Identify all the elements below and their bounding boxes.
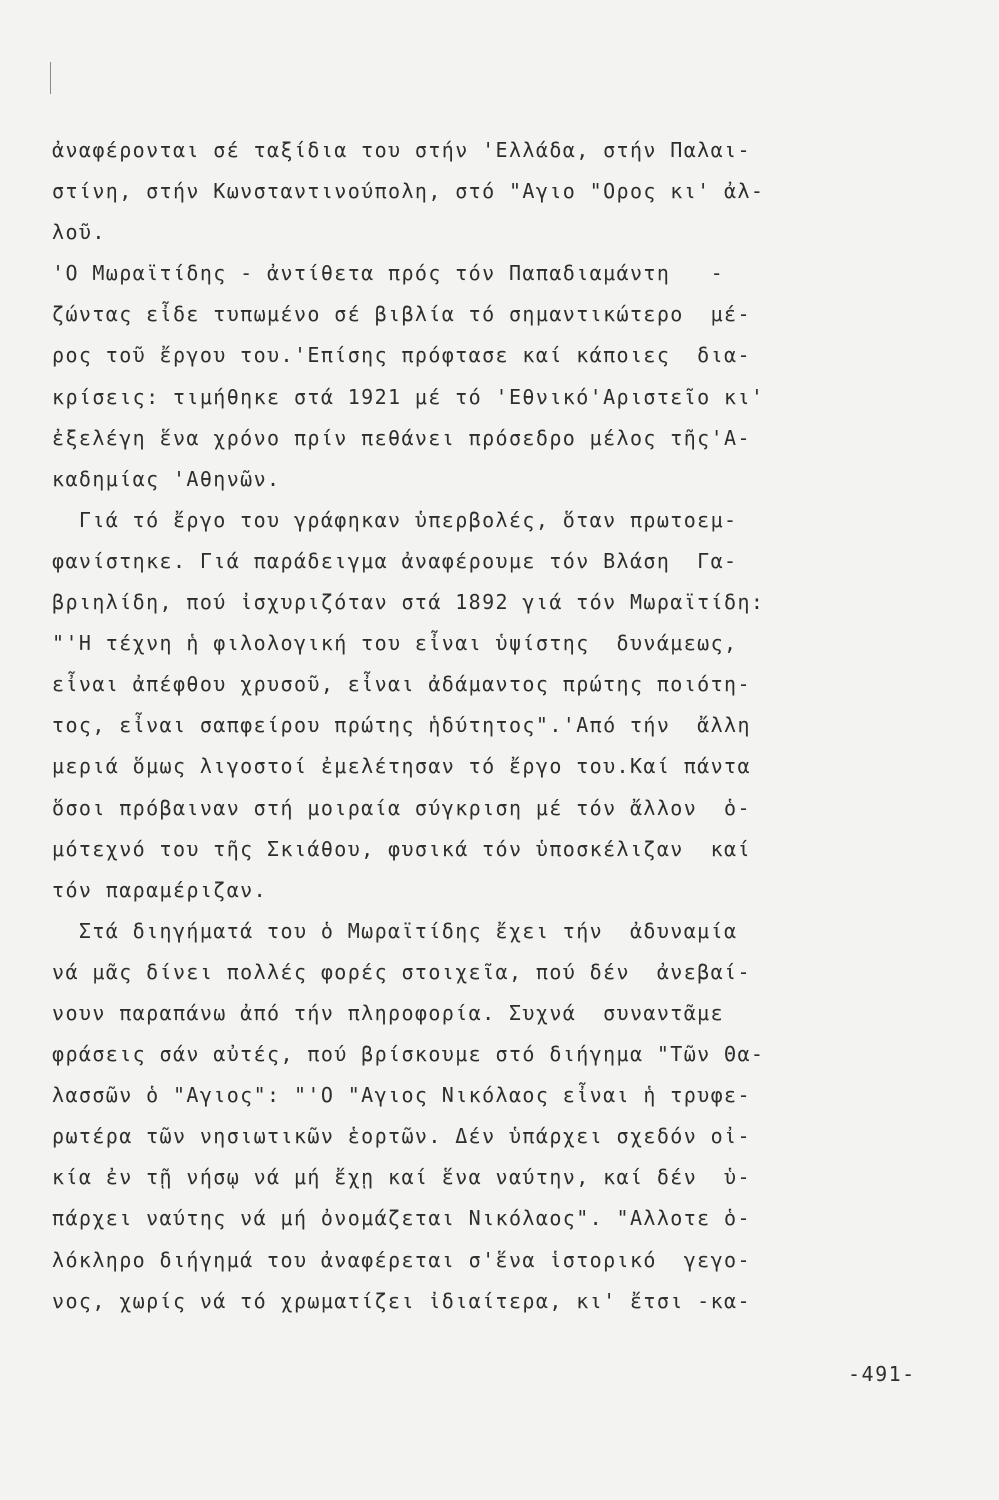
text-line: τος, εἶναι σαπφείρου πρώτης ἡδύτητος".'Από τήν ἄλλη (52, 713, 751, 738)
text-line: πάρχει ναύτης νά μή ὀνομάζεται Νικόλαος". "Αλλοτε ὁ- (52, 1206, 751, 1231)
text-line: ἐξελέγη ἕνα χρόνο πρίν πεθάνει πρόσεδρο μέλος τῆς'Α- (52, 425, 751, 450)
text-line: ρος τοῦ ἔργου του.'Επίσης πρόφτασε καί κάποιες δια- (52, 343, 751, 368)
text-line: λόκληρο διήγημά του ἀναφέρεται σ'ἕνα ἱστορικό γεγο- (52, 1247, 751, 1272)
body-text (52, 130, 942, 1322)
page-number: -491- (848, 1362, 916, 1386)
text-line: τόν παραμέριζαν. (52, 877, 268, 902)
text-line: λοῦ. (52, 220, 106, 245)
text-line: εἶναι ἀπέφθου χρυσοῦ, εἶναι ἀδάμαντος πρώτης ποιότη- (52, 672, 751, 697)
text-line: καδημίας 'Αθηνῶν. (52, 466, 281, 491)
text-line: Γιά τό ἔργο του γράφηκαν ὑπερβολές, ὅταν πρωτοεμ- (52, 507, 738, 532)
text-line: μεριά ὅμως λιγοστοί ἐμελέτησαν τό ἔργο του.Καί πάντα (52, 754, 751, 779)
text-line: κρίσεις: τιμήθηκε στά 1921 μέ τό 'Εθνικό'Αριστεῖο κι' (52, 384, 765, 409)
text-line: νος, χωρίς νά τό χρωματίζει ἰδιαίτερα, κι' ἔτσι -κα- (52, 1288, 751, 1313)
text-line: στίνη, στήν Κωνσταντινούπολη, στό "Αγιο "Ορος κι' ἀλ- (52, 179, 765, 204)
text-line: μότεχνό του τῆς Σκιάθου, φυσικά τόν ὑποσκέλιζαν καί (52, 836, 751, 861)
text-line: ζώντας εἶδε τυπωμένο σέ βιβλία τό σημαντικώτερο μέ- (52, 302, 751, 327)
text-line: νά μᾶς δίνει πολλές φορές στοιχεῖα, πού δέν ἀνεβαί- (52, 959, 751, 984)
margin-mark (50, 62, 51, 94)
text-line: ἀναφέρονται σέ ταξίδια του στήν 'Ελλάδα, στήν Παλαι- (52, 138, 751, 162)
text-line: φράσεις σάν αὐτές, πού βρίσκουμε στό διήγημα "Τῶν Θα- (52, 1042, 765, 1067)
text-line: ὅσοι πρόβαιναν στή μοιραία σύγκριση μέ τόν ἄλλον ὁ- (52, 795, 751, 820)
text-line: 'Ο Μωραϊτίδης - ἀντίθετα πρός τόν Παπαδιαμάντη - (52, 261, 725, 286)
text-line: κία ἐν τῇ νήσῳ νά μή ἔχῃ καί ἕνα ναύτην, καί δέν ὑ- (52, 1165, 751, 1190)
text-line: νουν παραπάνω ἀπό τήν πληροφορία. Συχνά συναντᾶμε (52, 1000, 725, 1025)
text-line: "'Η τέχνη ἡ φιλολογική του εἶναι ὑψίστης δυνάμεως, (52, 631, 738, 656)
text-line: βριηλίδη, πού ἰσχυριζόταν στά 1892 γιά τόν Μωραϊτίδη: (52, 590, 765, 615)
text-line: λασσῶν ὁ "Αγιος": "'Ο "Αγιος Νικόλαος εἶναι ἡ τρυφε- (52, 1083, 751, 1108)
text-line: φανίστηκε. Γιά παράδειγμα ἀναφέρουμε τόν Βλάση Γα- (52, 548, 738, 573)
text-line: ρωτέρα τῶν νησιωτικῶν ἑορτῶν. Δέν ὑπάρχει σχεδόν οἰ- (52, 1124, 751, 1149)
text-line: Στά διηγήματά του ὁ Μωραϊτίδης ἔχει τήν ἀδυναμία (52, 918, 738, 943)
